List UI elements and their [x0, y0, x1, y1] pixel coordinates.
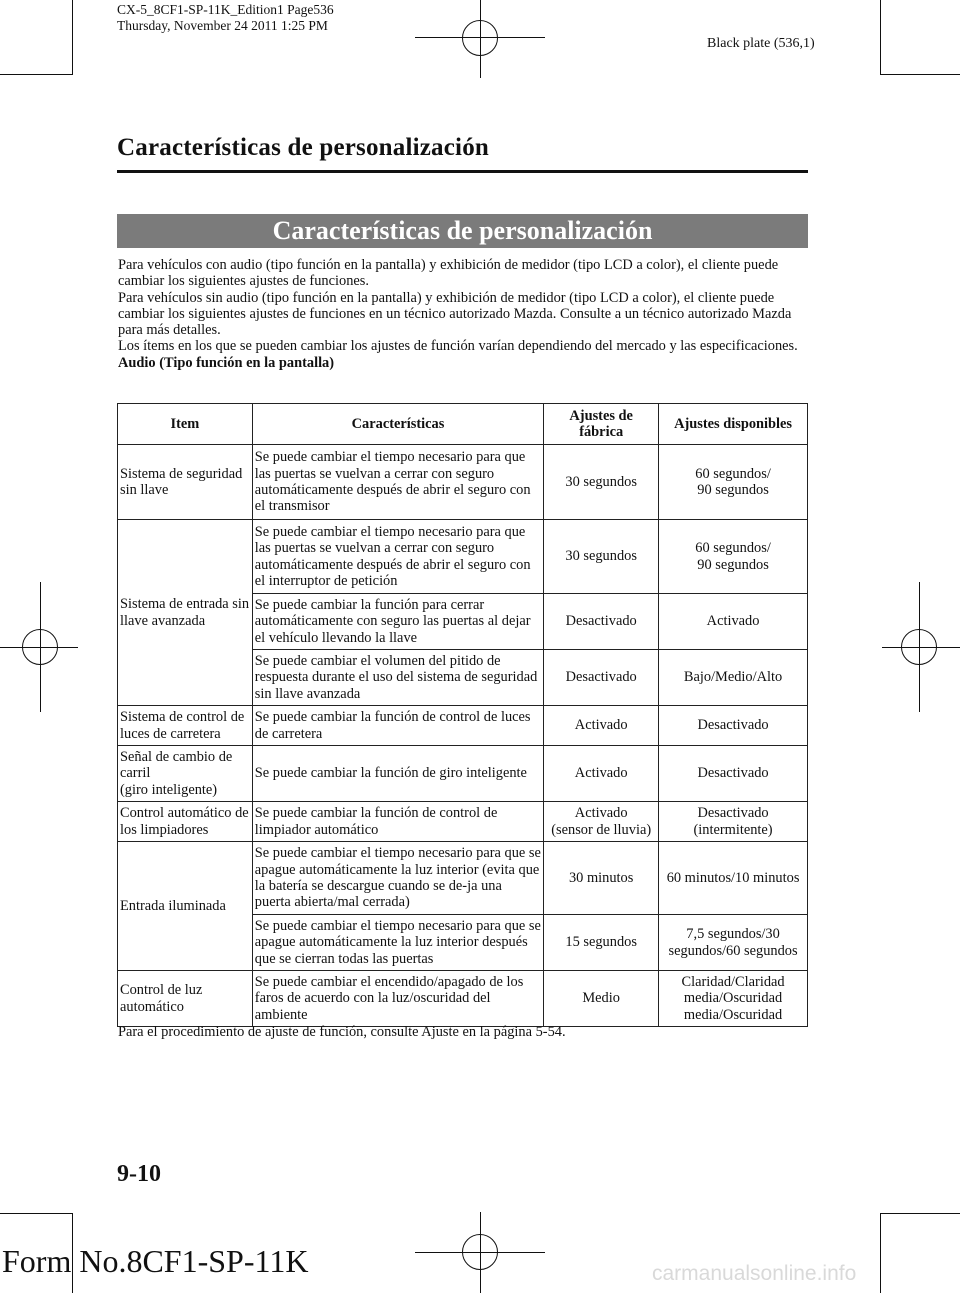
table-row: [118, 971, 808, 1027]
factory-cell: 30 minutos: [544, 842, 659, 915]
table-header-row: [118, 404, 808, 445]
footnote: Para el procedimiento de ajuste de función, consulte Ajuste en la página 5-54.: [118, 1024, 566, 1040]
feature-cell: Se puede cambiar la función de control de luces de carretera: [252, 706, 543, 746]
col-header-item: Item: [118, 404, 253, 445]
heading-rule: [117, 170, 808, 173]
item-cell: Señal de cambio de carril (giro inteligente): [118, 746, 253, 802]
table-row: [118, 445, 808, 520]
table-row: [118, 842, 808, 915]
factory-cell: 30 segundos: [544, 520, 659, 594]
factory-cell: Activado: [544, 746, 659, 802]
page-heading: Características de personalización: [117, 134, 489, 161]
item-cell: Sistema de seguridad sin llave: [118, 445, 253, 520]
print-date: Thursday, November 24 2011 1:25 PM: [117, 18, 328, 33]
feature-cell: Se puede cambiar el tiempo necesario para que las puertas se vuelvan a cerrar con seguro automáticamente después de abrir el seguro con el transmisor: [252, 445, 543, 520]
available-cell: Activado: [659, 594, 808, 650]
factory-cell: Desactivado: [544, 650, 659, 706]
item-cell: Entrada iluminada: [118, 842, 253, 971]
feature-cell: Se puede cambiar el tiempo necesario para que se apague automáticamente la luz interior (evita que la batería se descargue cuando se de-ja una puerta abierta/mal cerrada): [252, 842, 543, 915]
factory-cell: 15 segundos: [544, 915, 659, 971]
feature-cell: Se puede cambiar el encendido/apagado de los faros de acuerdo con la luz/oscuridad del ambiente: [252, 971, 543, 1027]
page-number: 9-10: [117, 1161, 161, 1187]
available-cell: Desactivado: [659, 746, 808, 802]
available-cell: Desactivado: [659, 706, 808, 746]
factory-cell: Activado: [544, 706, 659, 746]
available-cell: 60 segundos/ 90 segundos: [659, 520, 808, 594]
factory-cell: Activado (sensor de lluvia): [544, 802, 659, 842]
available-cell: 60 segundos/ 90 segundos: [659, 445, 808, 520]
factory-cell: Medio: [544, 971, 659, 1027]
intro-paragraph-1: Para vehículos con audio (tipo función en la pantalla) y exhibición de medidor (tipo LCD a color), el cliente puede cambiar los siguientes ajustes de funciones.: [118, 257, 779, 290]
item-cell: Sistema de entrada sin llave avanzada: [118, 520, 253, 706]
table-row: [118, 802, 808, 842]
item-cell: Sistema de control de luces de carretera: [118, 706, 253, 746]
features-table: [117, 403, 808, 1027]
feature-cell: Se puede cambiar el volumen del pitido de respuesta durante el uso del sistema de seguridad sin llave avanzada: [252, 650, 543, 706]
feature-cell: Se puede cambiar la función para cerrar automáticamente con seguro las puertas al dejar el vehículo llevando la llave: [252, 594, 543, 650]
factory-cell: Desactivado: [544, 594, 659, 650]
feature-cell: Se puede cambiar la función de giro inteligente: [252, 746, 543, 802]
available-cell: Desactivado (intermitente): [659, 802, 808, 842]
table-subheading: Audio (Tipo función en la pantalla): [118, 354, 335, 371]
feature-cell: Se puede cambiar el tiempo necesario para que se apague automáticamente la luz interior después que se cierran todas las puertas: [252, 915, 543, 971]
available-cell: Bajo/Medio/Alto: [659, 650, 808, 706]
table-row: [118, 746, 808, 802]
available-cell: 60 minutos/10 minutos: [659, 842, 808, 915]
section-banner: Características de personalización: [117, 214, 808, 248]
col-header-available: Ajustes disponibles: [659, 404, 808, 445]
file-info: CX-5_8CF1-SP-11K_Edition1 Page536: [117, 2, 334, 17]
intro-paragraph-2: Para vehículos sin audio (tipo función en la pantalla) y exhibición de medidor (tipo LCD a color), el cliente puede cambiar los siguientes ajustes de funciones en un técnico autorizado Mazda. Consulte a un técnico autorizado Mazda para más detalles.: [118, 289, 792, 339]
feature-cell: Se puede cambiar el tiempo necesario para que las puertas se vuelvan a cerrar con seguro automáticamente después de abrir el seguro con el interruptor de petición: [252, 520, 543, 594]
table-row: [118, 520, 808, 594]
watermark: carmanualsonline.info: [652, 1262, 857, 1285]
table-row: [118, 706, 808, 746]
col-header-factory: Ajustes de fábrica: [544, 404, 659, 445]
available-cell: 7,5 segundos/30 segundos/60 segundos: [659, 915, 808, 971]
available-cell: Claridad/Claridad media/Oscuridad media/Oscuridad: [659, 971, 808, 1027]
col-header-features: Características: [252, 404, 543, 445]
plate-label: Black plate (536,1): [707, 36, 815, 51]
intro-paragraph-3: Los ítems en los que se pueden cambiar los ajustes de función varían dependiendo del mercado y las especificaciones.: [118, 338, 798, 355]
intro-text: [118, 257, 808, 371]
factory-cell: 30 segundos: [544, 445, 659, 520]
feature-cell: Se puede cambiar la función de control de limpiador automático: [252, 802, 543, 842]
item-cell: Control automático de los limpiadores: [118, 802, 253, 842]
form-number: Form No.8CF1-SP-11K: [2, 1243, 309, 1279]
item-cell: Control de luz automático: [118, 971, 253, 1027]
